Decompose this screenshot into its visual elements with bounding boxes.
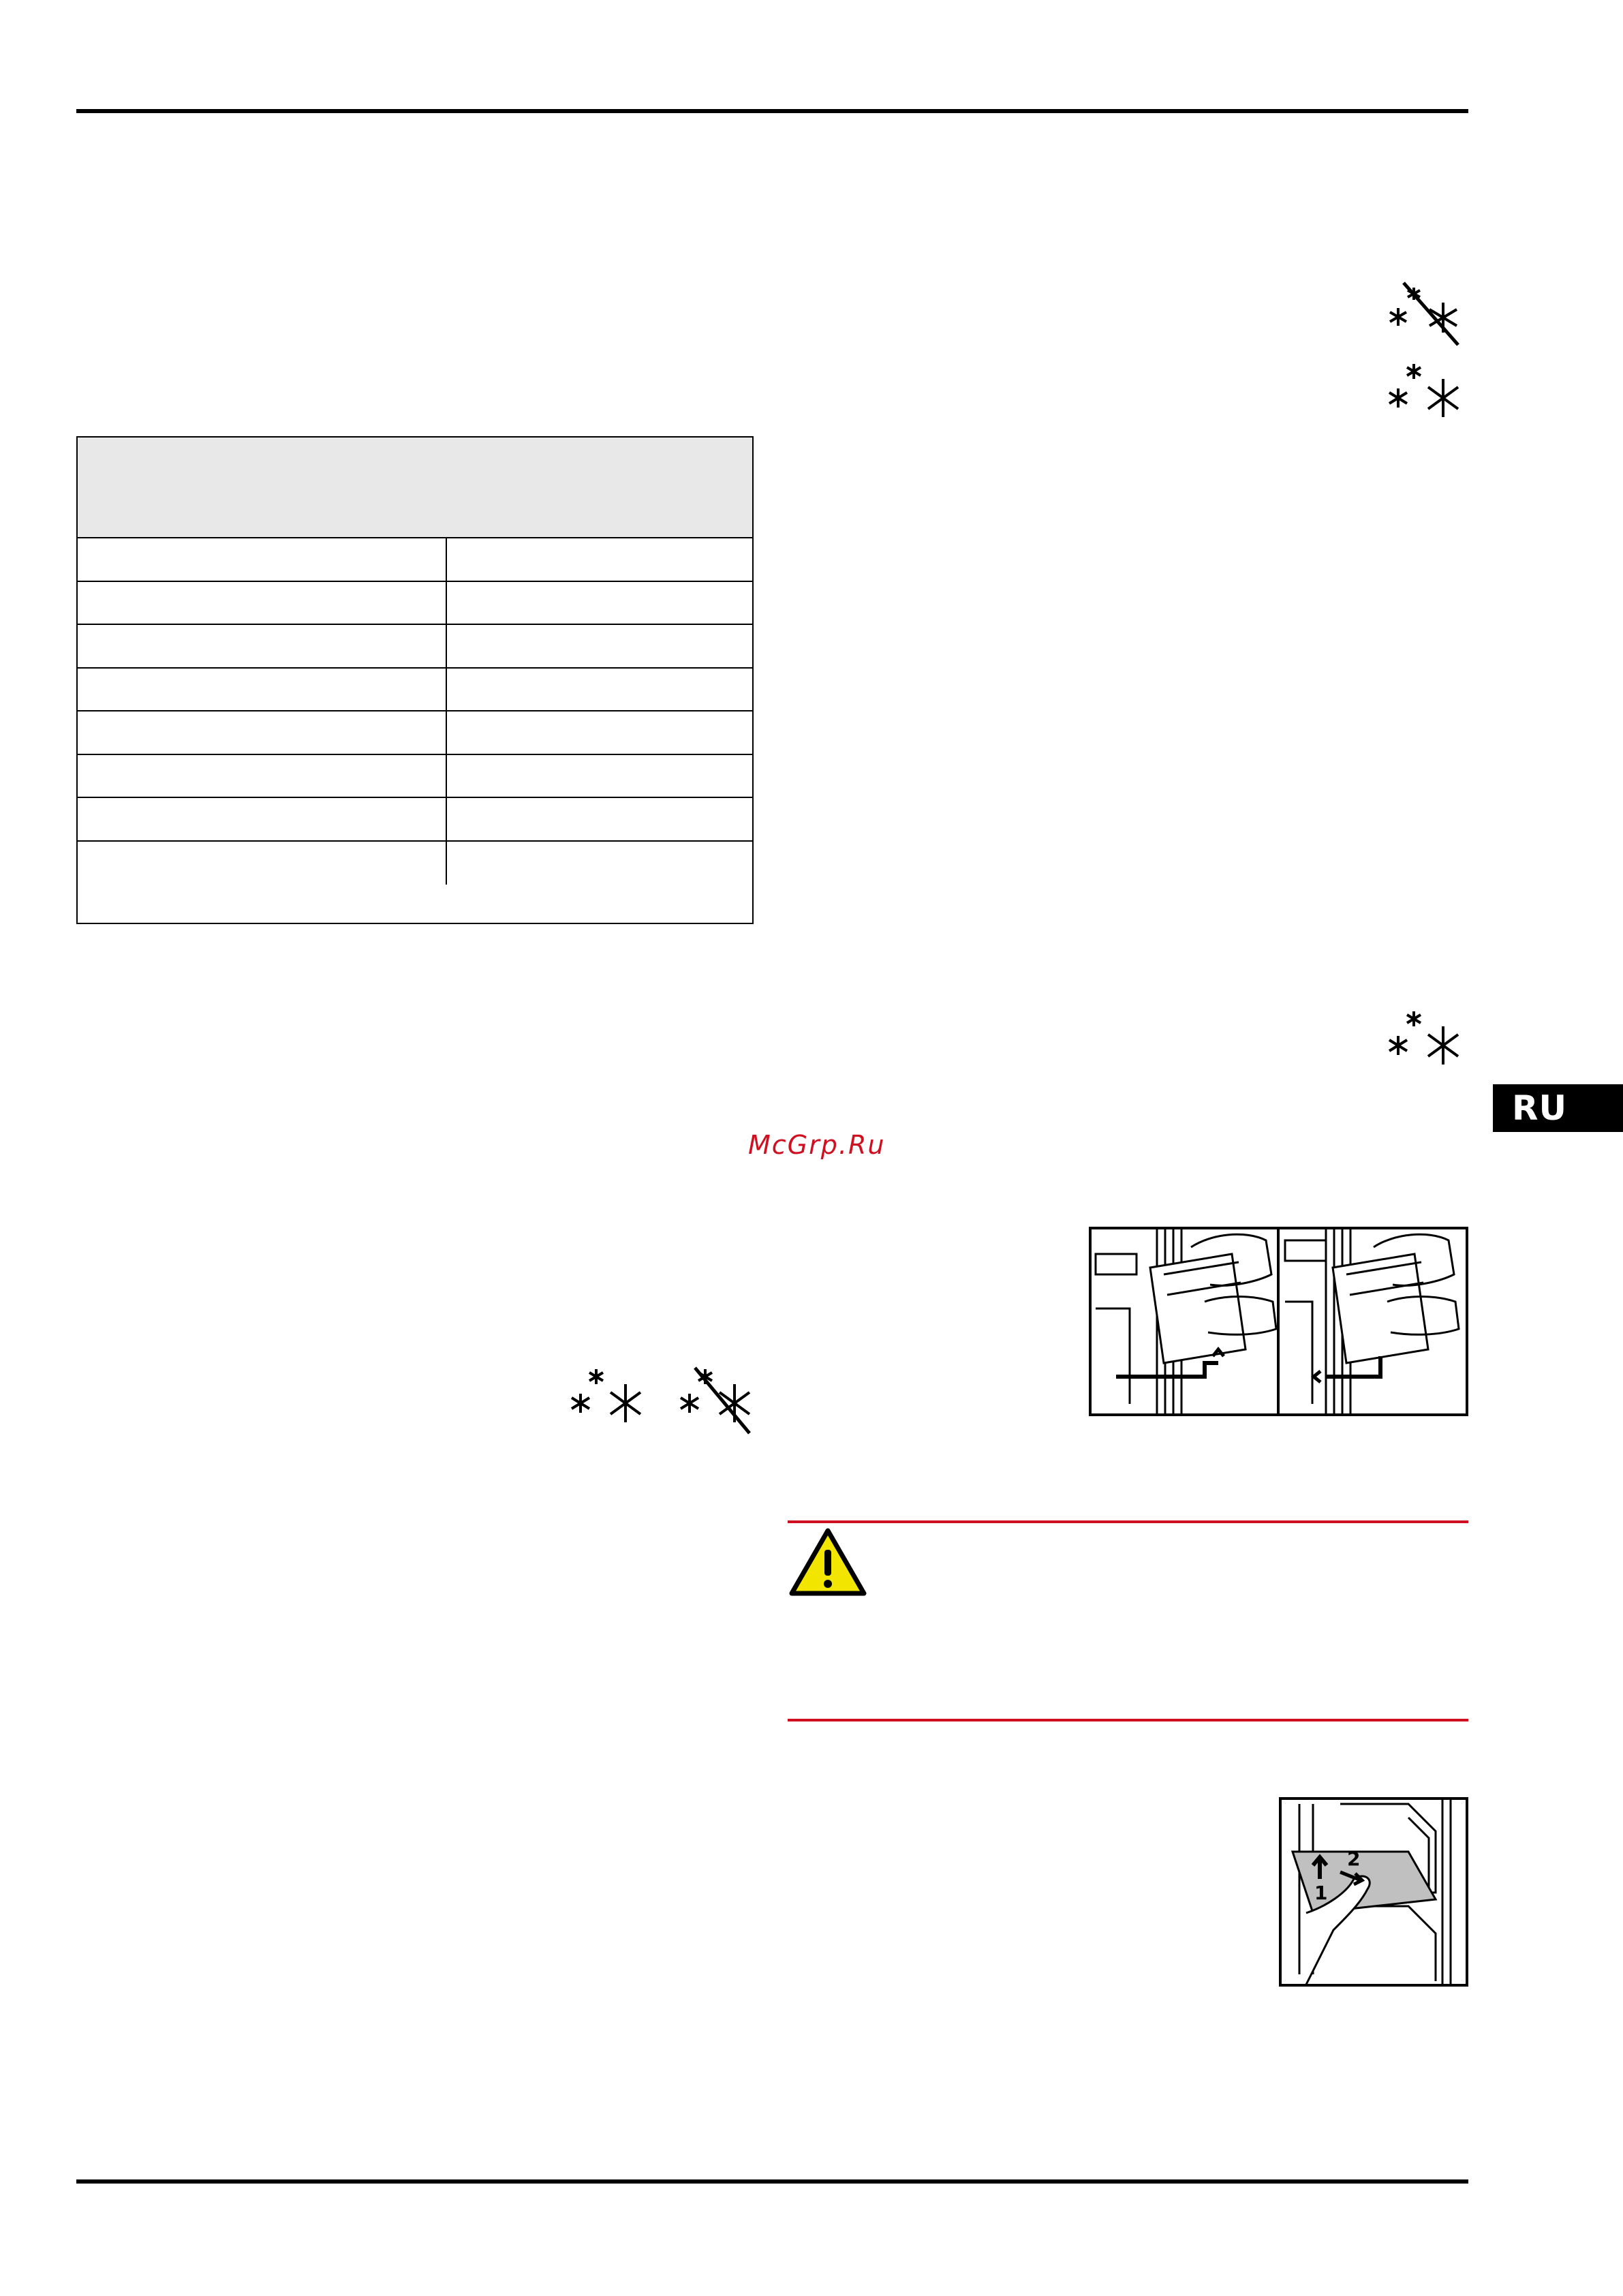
three-star-freezer-icon bbox=[566, 1366, 651, 1435]
table-row bbox=[78, 669, 752, 712]
language-badge: RU bbox=[1493, 1084, 1623, 1132]
bottom-rule bbox=[76, 2179, 1468, 2184]
warning-bottom-rule bbox=[788, 1719, 1468, 1721]
step-1-label: 1 bbox=[1314, 1882, 1328, 1904]
watermark: McGrp.Ru bbox=[748, 1130, 886, 1160]
three-star-crossed-icon bbox=[675, 1366, 760, 1435]
table-row bbox=[78, 798, 752, 842]
step-2-label: 2 bbox=[1347, 1848, 1361, 1870]
warning-top-rule bbox=[788, 1520, 1468, 1523]
table-row bbox=[78, 582, 752, 626]
three-star-crossed-icon bbox=[1383, 279, 1468, 348]
three-star-freezer-icon bbox=[1383, 1009, 1468, 1077]
table-row bbox=[78, 755, 752, 799]
table-row bbox=[78, 538, 752, 582]
table-header bbox=[78, 438, 752, 538]
table-row bbox=[78, 711, 752, 755]
three-star-freezer-icon bbox=[1383, 361, 1468, 429]
table-row bbox=[78, 625, 752, 669]
shelf-removal-illustration bbox=[1279, 1797, 1468, 1987]
table-row bbox=[78, 842, 752, 885]
freezer-table bbox=[76, 436, 754, 924]
top-rule bbox=[76, 109, 1468, 113]
warning-triangle-icon bbox=[788, 1527, 868, 1597]
drawer-removal-illustration bbox=[1089, 1227, 1468, 1416]
